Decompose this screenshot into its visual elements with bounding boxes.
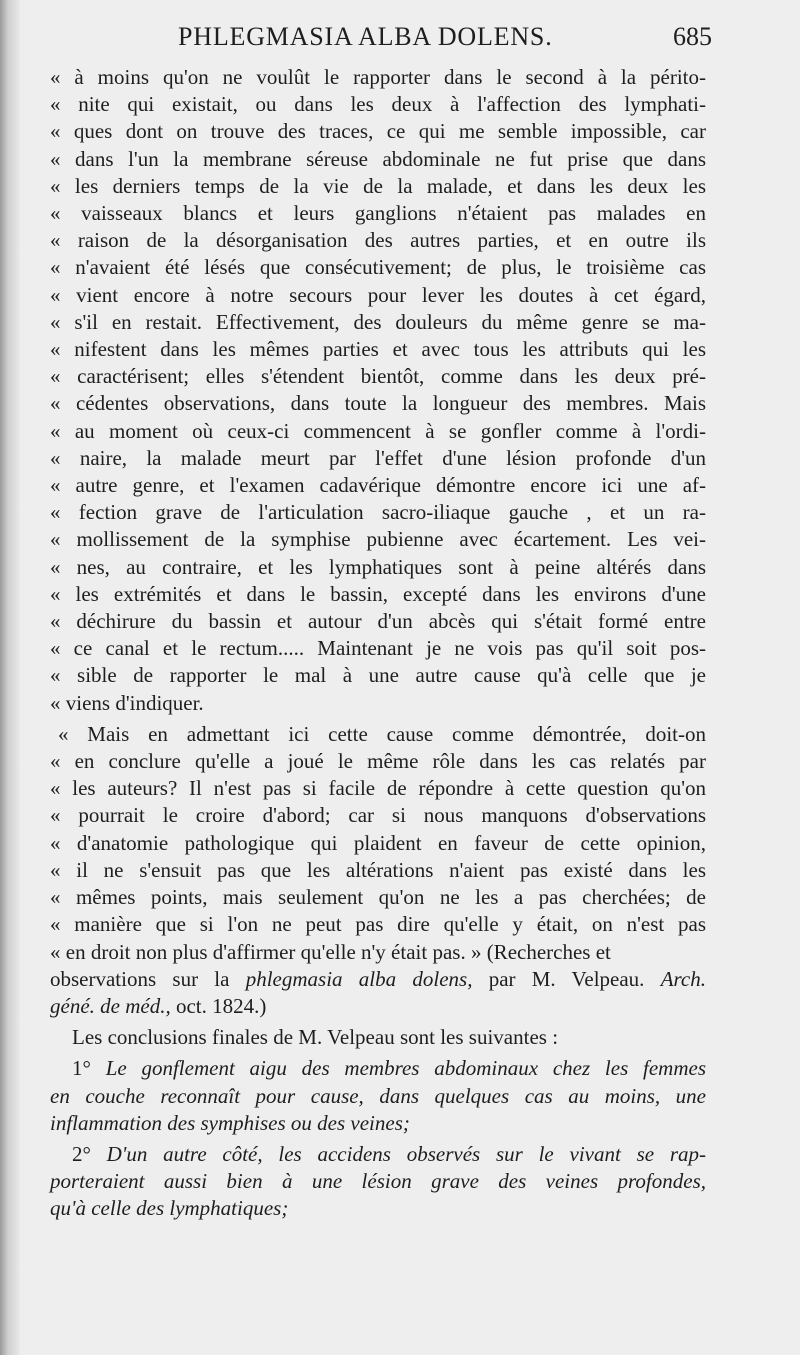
conclusion-line [50,1195,706,1222]
text-line: « nifestent dans les mêmes parties et avec tous les attributs qui les [50,337,706,362]
text-line: « nes, au contraire, et les lymphatiques sont à peine altérés dans [50,554,706,579]
text-line: « raison de la désorganisation des autres parties, et en outre ils [50,228,706,253]
text-line: « s'il en restait. Effectivement, des douleurs du même genre se ma- [50,309,706,334]
citation-date: oct. 1824.) [170,993,267,1018]
conclusion-number: 1° [72,1056,91,1081]
text-line: « à moins qu'on ne voulût le rapporter dans le second à la périto- [50,65,706,89]
text-line: « Mais en admettant ici cette cause comme démontrée, doit-on [58,721,706,746]
text-line: « pourrait le croire d'abord; car si nous manquons d'observations [50,803,706,828]
citation-line-2 [50,993,706,1020]
text-line: « il ne s'ensuit pas que les altérations n'aient pas existé dans les [50,857,706,882]
text-line: « ce canal et le rectum..... Maintenant je ne vois pas qu'il soit pos- [50,636,706,661]
conclusion-line [50,1055,706,1082]
text-line: « les extrémités et dans le bassin, excepté dans les environs d'une [50,581,706,606]
citation-journal-cont: géné. de méd., [50,993,171,1018]
text-line: « vient encore à notre secours pour lever les doutes à cet égard, [50,282,706,307]
conclusion-line [50,1110,706,1137]
conclusion-number: 2° [72,1141,91,1166]
text-line: « dans l'un la membrane séreuse abdominale ne fut prise que dans [50,146,706,171]
citation-text: observations sur la [50,966,246,991]
citation-title: phlegmasia alba dolens, [245,966,473,991]
citation-author: par M. Velpeau. [472,966,661,991]
text-line: « manière que si l'on ne peut pas dire qu'elle y était, on n'est pas [50,912,706,937]
text-line: « ques dont on trouve des traces, ce qui me semble impossible, car [50,119,706,144]
text-line: « les auteurs? Il n'est pas si facile de répondre à cette question qu'on [50,776,706,801]
running-title: PHLEGMASIA ALBA DOLENS. [178,22,553,51]
page-header [60,22,712,62]
text-line: « les derniers temps de la vie de la malade, et dans les deux les [50,173,706,198]
text-line: « en conclure qu'elle a joué le même rôle dans les cas relatés par [50,749,706,774]
body-text [50,64,706,1223]
conclusion-2 [50,1141,706,1223]
conclusion-text: D'un autre côté, les accidens observés sur le vivant se rap- [106,1141,706,1166]
text-line: « mollissement de la symphise pubienne avec écartement. Les vei- [50,527,706,552]
text-line: « sible de rapporter le mal à une autre cause qu'à celle que je [50,663,706,688]
text-line: « d'anatomie pathologique qui plaident en faveur de cette opinion, [50,830,706,855]
text-line: « cédentes observations, dans toute la longueur des membres. Mais [50,391,706,416]
conclusion-line [50,1141,706,1168]
text-line: « n'avaient été lésés que consécutivement; de plus, le troisième cas [50,255,706,280]
text-line: « déchirure du bassin et autour d'un abcès qui s'était formé entre [50,609,706,634]
conclusions-intro: Les conclusions finales de M. Velpeau sont les suivantes : [72,1025,559,1050]
conclusion-text: qu'à celle des lymphatiques; [50,1196,289,1221]
citation-line-1 [50,966,706,993]
conclusion-text: Le gonflement aigu des membres abdominaux chez les femmes [105,1056,707,1081]
text-line: « caractérisent; elles s'étendent bientôt, comme dans les deux pré- [50,364,706,389]
citation-journal: Arch. [660,966,706,991]
conclusion-text: en couche reconnaît pour cause, dans quelques cas au moins, une [50,1083,706,1108]
conclusion-text: inflammation des symphises ou des veines; [50,1110,410,1135]
conclusion-text: porteraient aussi bien à une lésion grave des veines profondes, [50,1169,706,1194]
page-number: 685 [673,22,712,51]
text-line: « en droit non plus d'affirmer qu'elle n'y était pas. » (Recherches et [50,939,611,964]
text-line: « fection grave de l'articulation sacro-iliaque gauche , et un ra- [50,500,706,525]
text-line: « mêmes points, mais seulement qu'on ne les a pas cherchées; de [50,885,706,910]
text-line: « nite qui existait, ou dans les deux à l'affection des lymphati- [50,92,706,117]
text-line: « vaisseaux blancs et leurs ganglions n'étaient pas malades en [50,201,706,226]
text-line: « autre genre, et l'examen cadavérique démontre encore ici une af- [50,473,706,498]
text-line: « naire, la malade meurt par l'effet d'une lésion profonde d'un [50,445,706,470]
conclusion-1 [50,1055,706,1137]
conclusion-line [50,1168,706,1195]
text-line: « au moment où ceux-ci commencent à se gonfler comme à l'ordi- [50,418,706,443]
text-line: « viens d'indiquer. [50,690,204,715]
conclusion-line [50,1083,706,1110]
paragraph-quote-continuation [50,64,706,717]
paragraph-quote-second [50,721,706,966]
page-gutter-shadow [0,0,20,1355]
